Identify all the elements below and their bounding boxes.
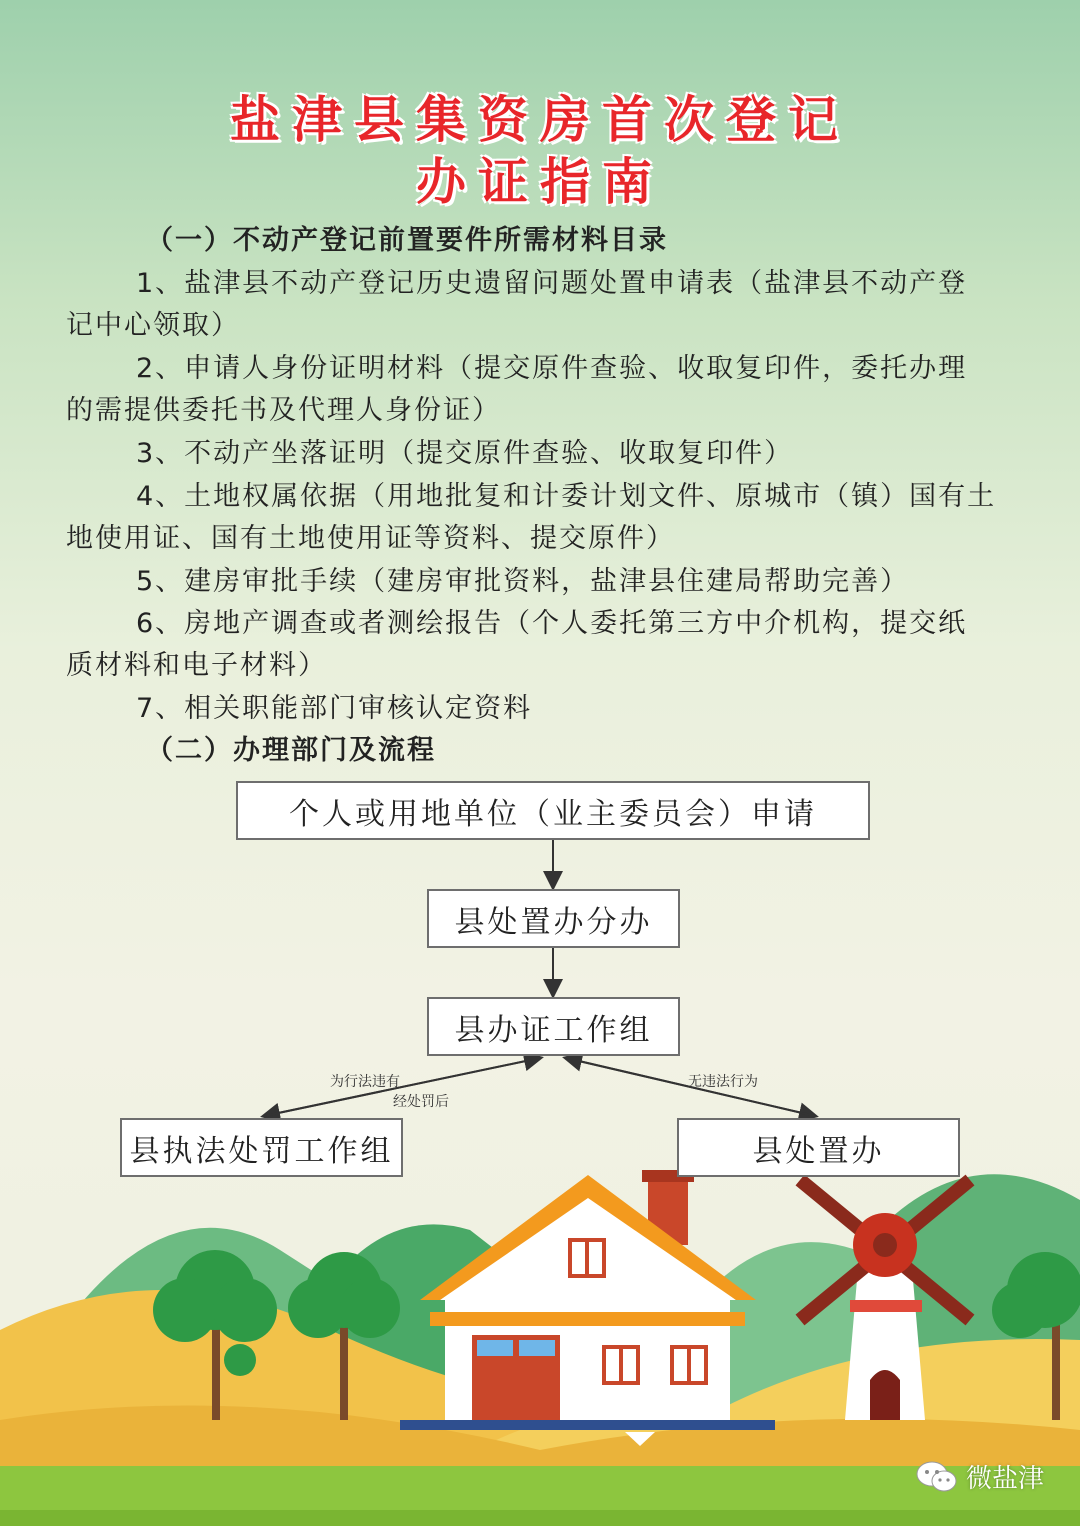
edge-label-left-2: 经处罚后 (393, 1094, 449, 1110)
watermark (916, 1458, 1044, 1495)
list-item-6-line1: 6、房地产调查或者测绘报告（个人委托第三方中介机构，提交纸 (136, 608, 968, 639)
list-item-1-line1: 1、盐津县不动产登记历史遗留问题处置申请表（盐津县不动产登 (136, 268, 968, 299)
list-item-3: 3、不动产坐落证明（提交原件查验、收取复印件） (136, 438, 794, 469)
list-item-4-line1: 4、土地权属依据（用地批复和计委计划文件、原城市（镇）国有土 (136, 481, 997, 512)
section2-heading: （二）办理部门及流程 (146, 735, 436, 766)
list-item-7: 7、相关职能部门审核认定资料 (136, 693, 533, 724)
edge-label-left-1: 为行法违有 (330, 1074, 400, 1090)
edge-label-right: 无违法行为 (688, 1074, 758, 1090)
house (400, 1170, 775, 1446)
flow-node-penalty-group: 县执法处罚工作组 (120, 1118, 403, 1177)
list-item-2-line1: 2、申请人身份证明材料（提交原件查验、收取复印件，委托办理 (136, 353, 968, 384)
watermark-text: 微盐津 (965, 1464, 1044, 1494)
flow-node-disposal-office: 县处置办 (677, 1118, 960, 1177)
list-item-4-line2: 地使用证、国有土地使用证等资料、提交原件） (66, 523, 675, 554)
wechat-icon (916, 1460, 958, 1494)
flow-node-cert-group: 县办证工作组 (427, 997, 680, 1056)
grass-edge (0, 1510, 1080, 1526)
list-item-6-line2: 质材料和电子材料） (66, 650, 327, 681)
list-item-2-line2: 的需提供委托书及代理人身份证） (66, 395, 501, 426)
flow-node-dispatch: 县处置办分办 (427, 889, 680, 948)
flow-node-apply: 个人或用地单位（业主委员会）申请 (236, 781, 870, 840)
list-item-5: 5、建房审批手续（建房审批资料，盐津县住建局帮助完善） (136, 566, 910, 597)
list-item-1-line2: 记中心领取） (66, 310, 240, 341)
page-subtitle: 办证指南 (416, 153, 664, 211)
page-title: 盐津县集资房首次登记 (230, 91, 850, 149)
section1-heading: （一）不动产登记前置要件所需材料目录 (146, 225, 668, 256)
